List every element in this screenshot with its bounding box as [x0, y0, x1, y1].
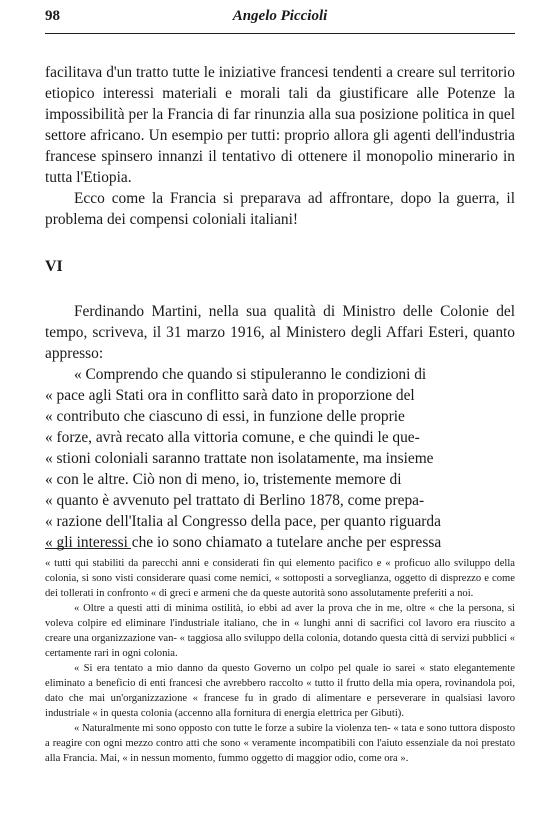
quote-line: « pace agli Stati ora in conflitto sarà dato in proporzione del — [45, 387, 415, 404]
quote-line: « razione dell'Italia al Congresso della pace, per quanto riguarda — [45, 513, 441, 530]
quote-line: « Comprendo che quando si stipuleranno le condizioni di — [74, 366, 427, 383]
quote-line: « stioni coloniali saranno trattate non isolatamente, ma insieme — [45, 450, 434, 467]
footnotes — [45, 556, 515, 766]
main-text — [45, 62, 515, 553]
paragraph-continuation: facilitava d'un tratto tutte le iniziative francesi tendenti a creare sul territorio etiopico interessi materiali e morali tali da giustificare alle Potenze la impossibilità per la Francia di far rinunzia alla sua posizione politica in quel settore africano. Un esempio per tutti: proprio allora gli agenti dell'industria francese spinsero innanzi il tentativo di ottenere il monopolio minerario in tutta l'Etiopia. — [45, 64, 515, 186]
paragraph: Ecco come la Francia si preparava ad affrontare, dopo la guerra, il problema dei compensi coloniali italiani! — [45, 190, 515, 228]
quote-line: « gli interessi che io sono chiamato a tutelare anche per espressa — [45, 534, 442, 551]
footnote-paragraph: « Oltre a questi atti di minima ostilità, io ebbi ad aver la prova che in me, oltre « che la persona, si voleva colpire ed eliminare l'industriale italiano, che in « lunghi anni di sacrifici col lavoro era riuscito a creare una organizzazione van- « taggiosa allo sviluppo della colonia, dotando questa città di servizi pubblici « certamente rari in ogni colonia. — [45, 603, 515, 659]
quote-line: « quanto è avvenuto pel trattato di Berlino 1878, come prepa- — [45, 492, 425, 509]
quote-line: « contributo che ciascuno di essi, in funzione delle proprie — [45, 408, 405, 425]
quote-line: « forze, avrà recato alla vittoria comune, e che quindi le que- — [45, 429, 420, 446]
page-number: 98 — [45, 8, 60, 24]
page-header — [45, 6, 515, 30]
header-rule — [45, 33, 515, 34]
quote-line: « con le altre. Ciò non di meno, io, tristemente memore di — [45, 471, 402, 488]
section-heading: VI — [45, 258, 63, 275]
running-head: Angelo Piccioli — [232, 8, 328, 24]
footnote-paragraph: « Si era tentato a mio danno da questo Governo un colpo pel quale io sarei « stato elegantemente eliminato a beneficio di enti francesi che avrebbero raccolto « tutto il frutto della mia opera, rovinandola poi, dato che mai un'organizzazione « francese fu in grado di alimentare e perseverare in qualsiasi lavoro industriale « in questa colonia (accenno alla fornitura di energia elettrica per Gibuti). — [45, 663, 515, 719]
footnote-rule — [45, 548, 131, 549]
footnote-paragraph: « Naturalmente mi sono opposto con tutte le forze a subire la violenza ten- « tata e sono tuttora disposto a reagire con ogni mezzo contro atti che sono « veramente incompatibili con l'aiuto essenziale da noi prestato alla Francia. Mai, « in nessun momento, fummo oggetto di maggior odio, come ora ». — [45, 723, 515, 764]
paragraph: Ferdinando Martini, nella sua qualità di Ministro delle Colonie del tempo, scriveva, il 31 marzo 1916, al Ministero degli Affari Esteri, quanto appresso: — [45, 303, 515, 362]
footnote-paragraph: « tutti qui stabiliti da parecchi anni e considerati fin qui elemento pacifico e « proficuo allo sviluppo della colonia, si sono visti considerare quasi come nemici, « sottoposti a sorveglianza, oggetto di disprezzo e come dei tollerati in confronto « di greci e armeni che da queste autorità sono assolutamente preferiti a noi. — [45, 558, 515, 599]
